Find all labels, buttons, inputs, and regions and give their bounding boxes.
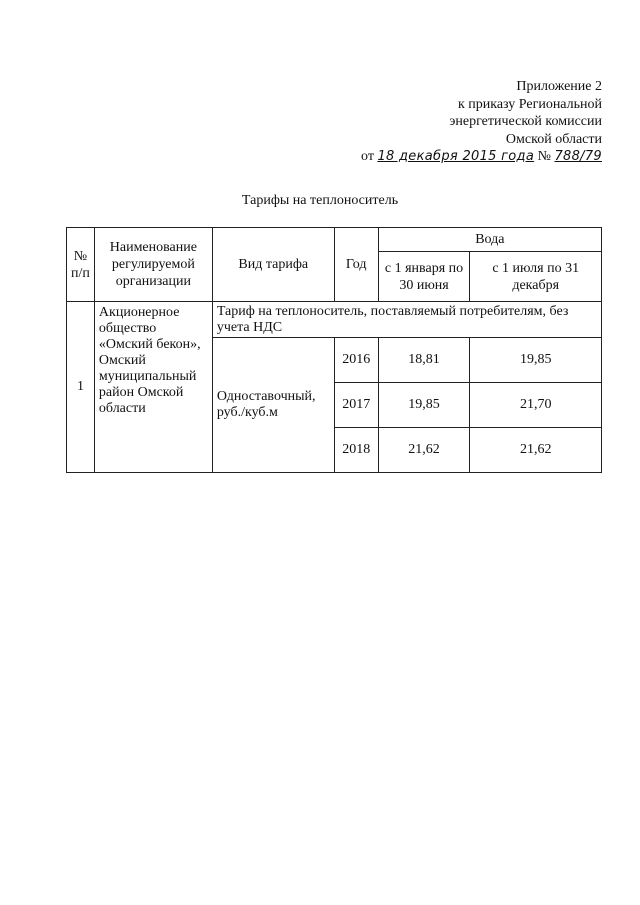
order-number-prefix: № — [537, 149, 551, 164]
value-second-half: 19,85 — [470, 338, 602, 383]
header-period-first-half: с 1 января по 30 июня — [378, 252, 470, 302]
header-organization: Наименование регулируемой организации — [94, 228, 212, 302]
section-caption: Тариф на теплоноситель, поставляемый потребителям, без учета НДС — [212, 302, 601, 338]
value-first-half: 18,81 — [378, 338, 470, 383]
order-prefix: от — [361, 149, 374, 164]
organization-name: Акционерное общество «Омский бекон», Омский муниципальный район Омской области — [94, 302, 212, 473]
appendix-label: Приложение 2 — [516, 79, 602, 94]
order-date: 18 декабря 2015 года — [377, 149, 535, 164]
row-number: 1 — [67, 302, 95, 473]
table-header-row — [67, 228, 602, 252]
header-water: Вода — [378, 228, 601, 252]
appendix-commission: энергетической комиссии — [449, 114, 602, 129]
value-first-half: 19,85 — [378, 383, 470, 428]
year-cell: 2016 — [334, 338, 378, 383]
header-period-second-half: с 1 июля по 31 декабря — [470, 252, 602, 302]
value-first-half: 21,62 — [378, 428, 470, 473]
tariff-type: Одноставочный, руб./куб.м — [212, 338, 334, 473]
order-number: 788/79 — [554, 149, 602, 164]
header-year: Год — [334, 228, 378, 302]
document-title: Тарифы на теплоноситель — [241, 193, 399, 208]
appendix-order-ref: к приказу Региональной — [457, 96, 602, 112]
table-row — [67, 302, 602, 338]
appendix-header — [361, 78, 602, 166]
tariffs-table — [66, 227, 602, 473]
header-number: № п/п — [67, 228, 95, 302]
order-details — [361, 148, 602, 166]
appendix-region: Омской области — [505, 131, 602, 147]
year-cell: 2017 — [334, 383, 378, 428]
header-tariff-type: Вид тарифа — [212, 228, 334, 302]
value-second-half: 21,62 — [470, 428, 602, 473]
year-cell: 2018 — [334, 428, 378, 473]
value-second-half: 21,70 — [470, 383, 602, 428]
